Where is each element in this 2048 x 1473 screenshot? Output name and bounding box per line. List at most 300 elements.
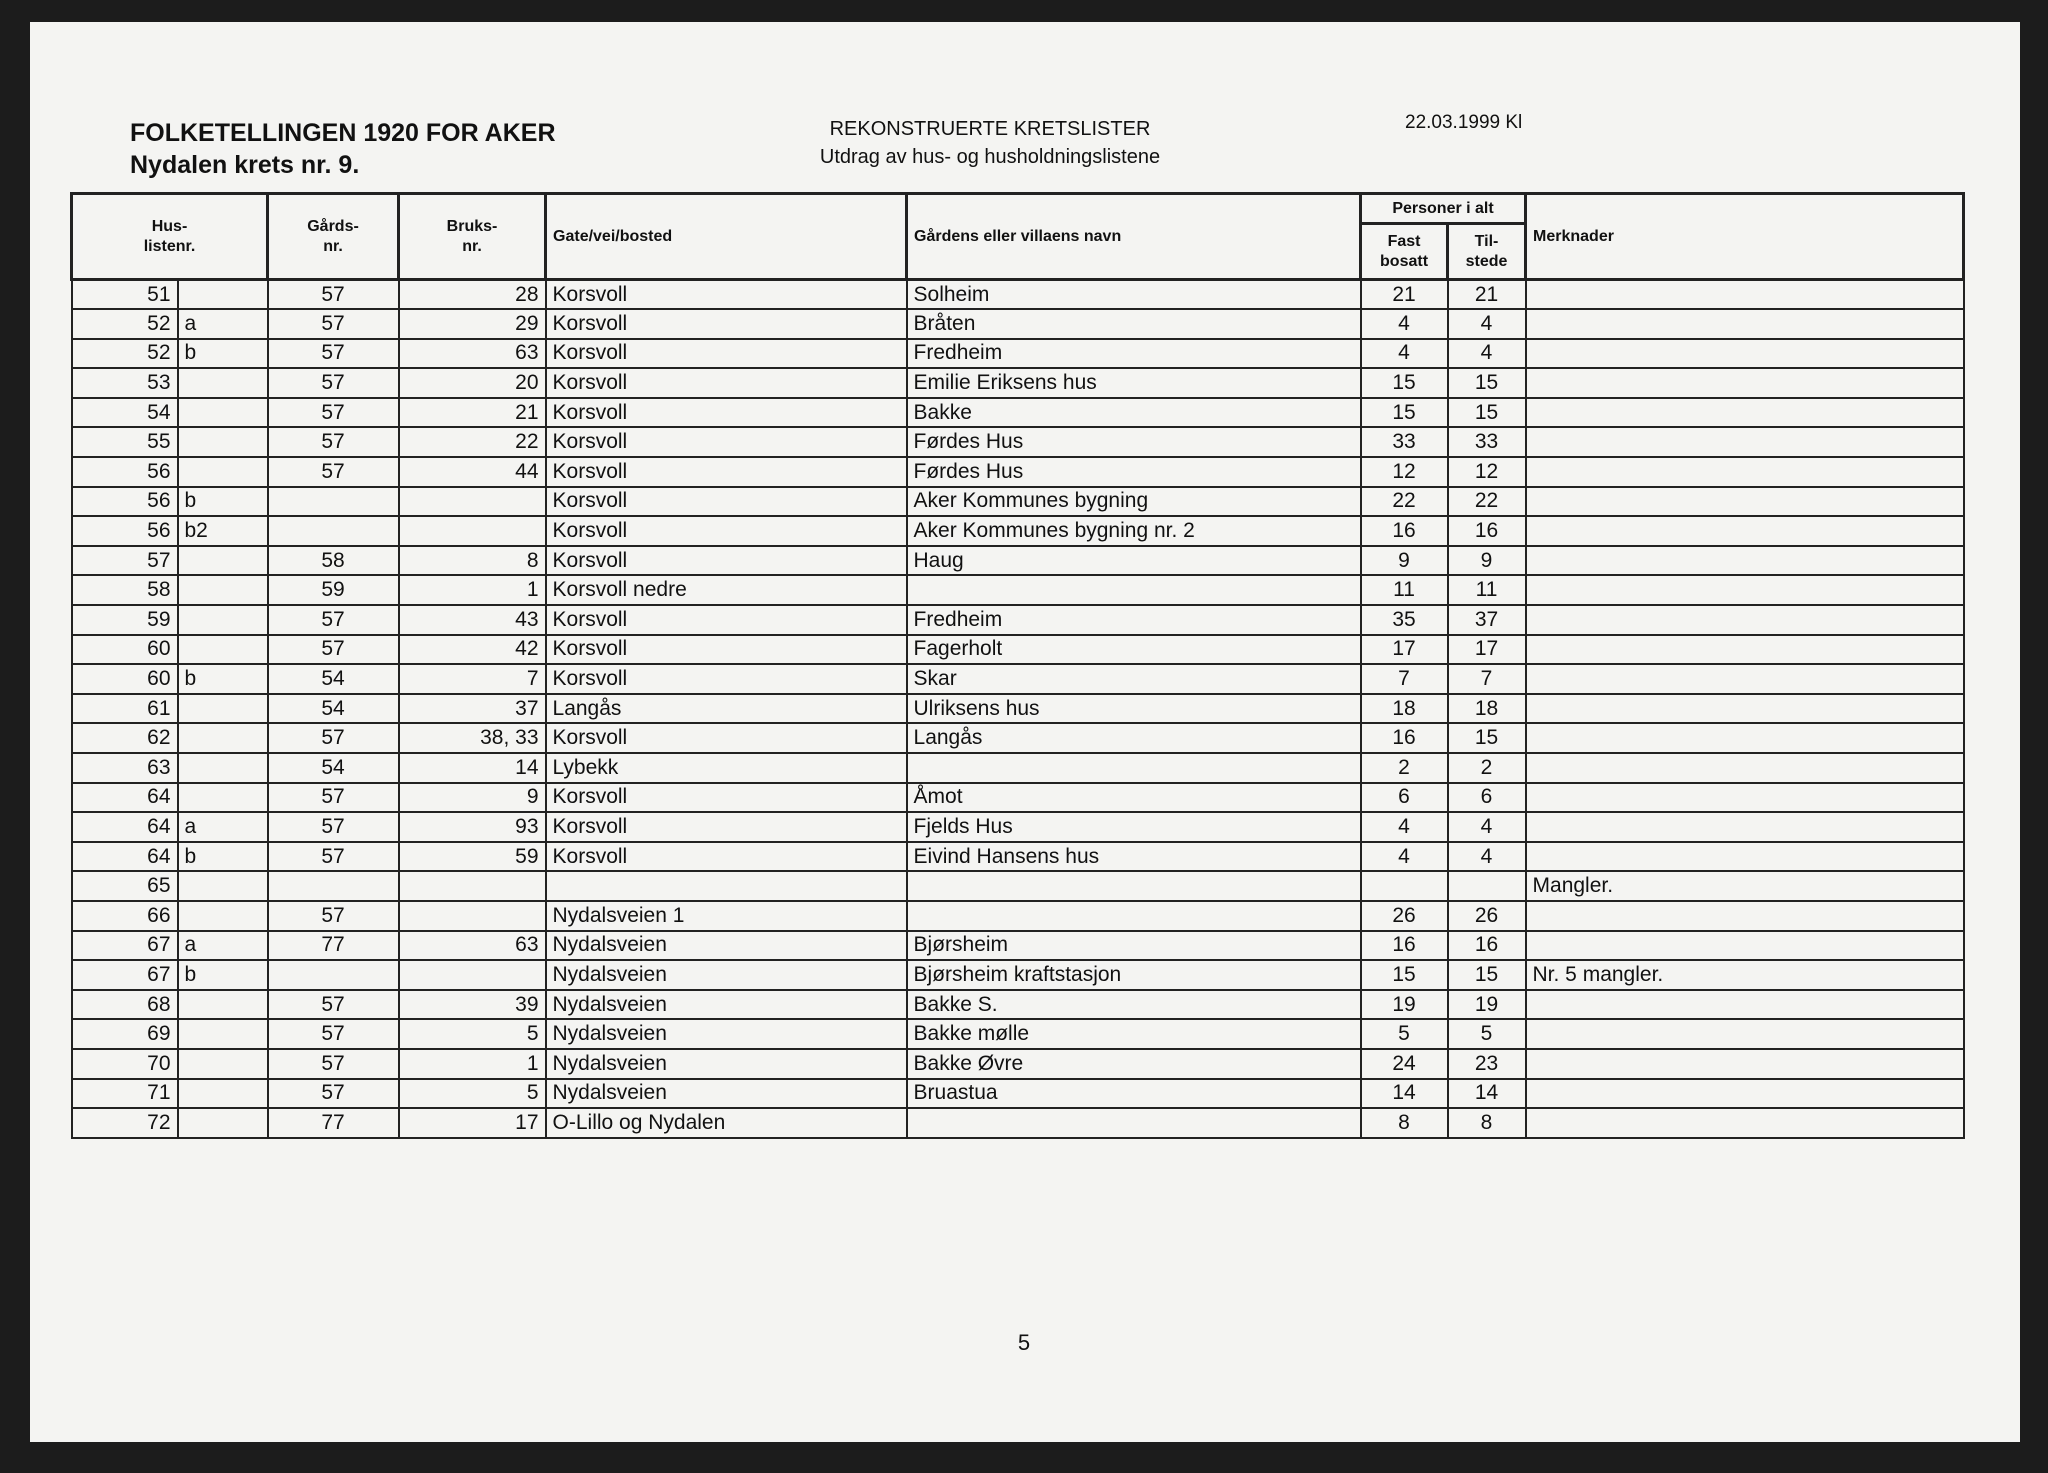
cell-husnr-suffix: [178, 1049, 268, 1079]
cell-tilstede: 2: [1448, 753, 1526, 783]
cell-husnr-suffix: [178, 783, 268, 813]
census-table: [70, 192, 1965, 1139]
cell-fast-bosatt: 21: [1361, 280, 1448, 310]
cell-gate: Korsvoll: [546, 487, 907, 517]
cell-gate: Nydalsveien 1: [546, 901, 907, 931]
cell-navn: [907, 901, 1361, 931]
cell-merknad: [1526, 783, 1964, 813]
cell-navn: Skar: [907, 664, 1361, 694]
table-row: [72, 339, 1964, 369]
cell-navn: Emilie Eriksens hus: [907, 368, 1361, 398]
col-header-til-line2: stede: [1465, 252, 1508, 270]
cell-navn: Førdes Hus: [907, 427, 1361, 457]
cell-merknad: [1526, 339, 1964, 369]
cell-fast-bosatt: 4: [1361, 812, 1448, 842]
cell-husnr-suffix: b2: [178, 516, 268, 546]
cell-husnr: 56: [72, 516, 178, 546]
cell-husnr: 57: [72, 546, 178, 576]
cell-tilstede: [1448, 871, 1526, 901]
cell-bruksnr: 21: [399, 398, 546, 428]
cell-husnr-suffix: a: [178, 812, 268, 842]
col-header-bruksnr-line2: nr.: [462, 237, 482, 255]
table-row: [72, 1019, 1964, 1049]
table-row: [72, 753, 1964, 783]
cell-husnr: 56: [72, 487, 178, 517]
cell-gardsnr: 77: [268, 1108, 399, 1138]
cell-gate: Korsvoll: [546, 605, 907, 635]
cell-navn: Bjørsheim kraftstasjon: [907, 960, 1361, 990]
cell-navn: [907, 753, 1361, 783]
cell-navn: Eivind Hansens hus: [907, 842, 1361, 872]
cell-husnr: 64: [72, 842, 178, 872]
cell-husnr-suffix: [178, 575, 268, 605]
cell-merknad: [1526, 812, 1964, 842]
cell-bruksnr: 28: [399, 280, 546, 310]
cell-gardsnr: 57: [268, 723, 399, 753]
cell-gate: O-Lillo og Nydalen: [546, 1108, 907, 1138]
cell-husnr-suffix: [178, 723, 268, 753]
cell-husnr: 64: [72, 783, 178, 813]
cell-merknad: [1526, 1019, 1964, 1049]
cell-gardsnr: 57: [268, 901, 399, 931]
cell-merknad: [1526, 457, 1964, 487]
cell-navn: Bakke S.: [907, 990, 1361, 1020]
col-header-fast-line1: Fast: [1387, 232, 1421, 250]
cell-bruksnr: 5: [399, 1079, 546, 1109]
cell-bruksnr: 14: [399, 753, 546, 783]
col-header-gardsnr: [268, 194, 399, 280]
table-row: [72, 901, 1964, 931]
cell-bruksnr: 9: [399, 783, 546, 813]
cell-fast-bosatt: 17: [1361, 635, 1448, 665]
cell-husnr-suffix: [178, 871, 268, 901]
cell-fast-bosatt: 8: [1361, 1108, 1448, 1138]
table-row: [72, 960, 1964, 990]
table-header-row-1: [72, 194, 1964, 224]
table-row: [72, 931, 1964, 961]
cell-tilstede: 15: [1448, 398, 1526, 428]
cell-merknad: [1526, 309, 1964, 339]
subtitle-line-2: Utdrag av hus- og husholdningslistene: [819, 146, 1161, 168]
table-row: [72, 871, 1964, 901]
col-header-gardsnr-line1: Gårds-: [307, 217, 359, 235]
cell-husnr-suffix: [178, 457, 268, 487]
cell-fast-bosatt: [1361, 871, 1448, 901]
cell-tilstede: 4: [1448, 812, 1526, 842]
cell-navn: [907, 1108, 1361, 1138]
cell-gardsnr: [268, 960, 399, 990]
table-row: [72, 990, 1964, 1020]
cell-tilstede: 37: [1448, 605, 1526, 635]
cell-husnr-suffix: [178, 546, 268, 576]
cell-navn: Fredheim: [907, 605, 1361, 635]
cell-gardsnr: 57: [268, 812, 399, 842]
cell-gate: Korsvoll: [546, 368, 907, 398]
cell-gate: Nydalsveien: [546, 990, 907, 1020]
cell-gate: [546, 871, 907, 901]
table-row: [72, 398, 1964, 428]
cell-husnr-suffix: [178, 280, 268, 310]
cell-bruksnr: 38, 33: [399, 723, 546, 753]
cell-husnr-suffix: b: [178, 842, 268, 872]
cell-gardsnr: 54: [268, 664, 399, 694]
cell-gardsnr: 57: [268, 842, 399, 872]
cell-navn: Førdes Hus: [907, 457, 1361, 487]
cell-merknad: [1526, 368, 1964, 398]
cell-gate: Korsvoll: [546, 427, 907, 457]
cell-fast-bosatt: 26: [1361, 901, 1448, 931]
cell-tilstede: 22: [1448, 487, 1526, 517]
cell-husnr: 62: [72, 723, 178, 753]
cell-navn: [907, 871, 1361, 901]
cell-tilstede: 9: [1448, 546, 1526, 576]
cell-merknad: Mangler.: [1526, 871, 1964, 901]
cell-gate: Korsvoll: [546, 516, 907, 546]
cell-navn: Bakke Øvre: [907, 1049, 1361, 1079]
cell-fast-bosatt: 11: [1361, 575, 1448, 605]
cell-navn: Fjelds Hus: [907, 812, 1361, 842]
cell-husnr-suffix: [178, 605, 268, 635]
cell-husnr-suffix: [178, 694, 268, 724]
cell-bruksnr: 43: [399, 605, 546, 635]
cell-husnr-suffix: [178, 368, 268, 398]
cell-tilstede: 7: [1448, 664, 1526, 694]
cell-gardsnr: 57: [268, 457, 399, 487]
cell-husnr: 65: [72, 871, 178, 901]
cell-fast-bosatt: 4: [1361, 309, 1448, 339]
cell-gate: Korsvoll: [546, 280, 907, 310]
cell-fast-bosatt: 12: [1361, 457, 1448, 487]
cell-bruksnr: 22: [399, 427, 546, 457]
cell-navn: Bjørsheim: [907, 931, 1361, 961]
cell-navn: Aker Kommunes bygning nr. 2: [907, 516, 1361, 546]
cell-husnr-suffix: [178, 635, 268, 665]
cell-fast-bosatt: 16: [1361, 723, 1448, 753]
cell-navn: Ulriksens hus: [907, 694, 1361, 724]
cell-bruksnr: 7: [399, 664, 546, 694]
col-header-fast: [1361, 224, 1448, 280]
cell-merknad: [1526, 694, 1964, 724]
cell-gardsnr: 57: [268, 1049, 399, 1079]
cell-fast-bosatt: 4: [1361, 842, 1448, 872]
cell-bruksnr: 93: [399, 812, 546, 842]
cell-husnr-suffix: a: [178, 931, 268, 961]
table-row: [72, 546, 1964, 576]
cell-navn: Fagerholt: [907, 635, 1361, 665]
cell-tilstede: 16: [1448, 931, 1526, 961]
col-header-til: [1448, 224, 1526, 280]
table-row: [72, 487, 1964, 517]
cell-gate: Korsvoll: [546, 812, 907, 842]
cell-navn: Bråten: [907, 309, 1361, 339]
cell-bruksnr: [399, 487, 546, 517]
cell-navn: Bruastua: [907, 1079, 1361, 1109]
cell-gardsnr: 57: [268, 635, 399, 665]
cell-gate: Korsvoll: [546, 664, 907, 694]
cell-gardsnr: 57: [268, 605, 399, 635]
col-header-bruksnr-line1: Bruks-: [446, 217, 498, 235]
cell-merknad: [1526, 842, 1964, 872]
cell-navn: Haug: [907, 546, 1361, 576]
cell-navn: Aker Kommunes bygning: [907, 487, 1361, 517]
cell-husnr-suffix: [178, 753, 268, 783]
cell-gate: Lybekk: [546, 753, 907, 783]
cell-tilstede: 4: [1448, 339, 1526, 369]
cell-gardsnr: 58: [268, 546, 399, 576]
cell-tilstede: 16: [1448, 516, 1526, 546]
cell-husnr: 69: [72, 1019, 178, 1049]
cell-merknad: [1526, 427, 1964, 457]
cell-merknad: [1526, 575, 1964, 605]
cell-husnr: 54: [72, 398, 178, 428]
cell-husnr: 64: [72, 812, 178, 842]
cell-navn: Langås: [907, 723, 1361, 753]
cell-husnr: 60: [72, 635, 178, 665]
cell-merknad: [1526, 398, 1964, 428]
cell-gardsnr: 57: [268, 368, 399, 398]
cell-husnr: 68: [72, 990, 178, 1020]
cell-gardsnr: 59: [268, 575, 399, 605]
cell-bruksnr: 17: [399, 1108, 546, 1138]
cell-tilstede: 12: [1448, 457, 1526, 487]
cell-husnr-suffix: [178, 398, 268, 428]
cell-tilstede: 5: [1448, 1019, 1526, 1049]
cell-gardsnr: 57: [268, 1079, 399, 1109]
cell-tilstede: 23: [1448, 1049, 1526, 1079]
cell-tilstede: 17: [1448, 635, 1526, 665]
cell-merknad: [1526, 1108, 1964, 1138]
col-header-gardsnr-line2: nr.: [323, 237, 343, 255]
cell-fast-bosatt: 14: [1361, 1079, 1448, 1109]
cell-gardsnr: 77: [268, 931, 399, 961]
col-header-bruksnr: [399, 194, 546, 280]
cell-navn: Fredheim: [907, 339, 1361, 369]
cell-fast-bosatt: 19: [1361, 990, 1448, 1020]
cell-gate: Korsvoll: [546, 457, 907, 487]
col-header-husnr-line2: listenr.: [143, 237, 196, 255]
cell-bruksnr: 1: [399, 575, 546, 605]
cell-husnr: 71: [72, 1079, 178, 1109]
subtitle-line-1: REKONSTRUERTE KRETSLISTER: [829, 118, 1151, 140]
table-row: [72, 575, 1964, 605]
cell-husnr: 72: [72, 1108, 178, 1138]
cell-fast-bosatt: 7: [1361, 664, 1448, 694]
cell-gardsnr: 57: [268, 783, 399, 813]
cell-fast-bosatt: 5: [1361, 1019, 1448, 1049]
col-header-fast-line2: bosatt: [1380, 252, 1429, 270]
cell-fast-bosatt: 4: [1361, 339, 1448, 369]
cell-tilstede: 4: [1448, 842, 1526, 872]
cell-husnr: 58: [72, 575, 178, 605]
cell-husnr: 52: [72, 339, 178, 369]
cell-gate: Nydalsveien: [546, 1019, 907, 1049]
cell-husnr-suffix: b: [178, 339, 268, 369]
cell-gate: Nydalsveien: [546, 1079, 907, 1109]
cell-gardsnr: 54: [268, 753, 399, 783]
col-header-gate: Gate/vei/bosted: [546, 194, 907, 280]
cell-merknad: [1526, 635, 1964, 665]
cell-gate: Korsvoll nedre: [546, 575, 907, 605]
cell-merknad: [1526, 1079, 1964, 1109]
cell-bruksnr: [399, 960, 546, 990]
col-header-til-line1: Til-: [1474, 232, 1499, 250]
cell-bruksnr: 29: [399, 309, 546, 339]
cell-merknad: [1526, 280, 1964, 310]
cell-gate: Korsvoll: [546, 309, 907, 339]
cell-bruksnr: 20: [399, 368, 546, 398]
cell-husnr-suffix: b: [178, 664, 268, 694]
cell-merknad: [1526, 990, 1964, 1020]
col-header-husnr: [72, 194, 268, 280]
cell-fast-bosatt: 16: [1361, 516, 1448, 546]
table-row: [72, 1049, 1964, 1079]
cell-husnr: 61: [72, 694, 178, 724]
cell-bruksnr: 63: [399, 339, 546, 369]
cell-gardsnr: 57: [268, 1019, 399, 1049]
cell-fast-bosatt: 24: [1361, 1049, 1448, 1079]
col-header-husnr-line1: Hus-: [151, 217, 188, 235]
cell-husnr-suffix: [178, 1108, 268, 1138]
cell-husnr-suffix: b: [178, 960, 268, 990]
cell-tilstede: 18: [1448, 694, 1526, 724]
cell-gardsnr: 57: [268, 309, 399, 339]
cell-fast-bosatt: 35: [1361, 605, 1448, 635]
cell-gate: Nydalsveien: [546, 1049, 907, 1079]
cell-husnr: 63: [72, 753, 178, 783]
cell-bruksnr: 8: [399, 546, 546, 576]
cell-tilstede: 15: [1448, 723, 1526, 753]
cell-fast-bosatt: 15: [1361, 398, 1448, 428]
cell-husnr: 56: [72, 457, 178, 487]
cell-husnr: 60: [72, 664, 178, 694]
table-row: [72, 368, 1964, 398]
cell-husnr: 67: [72, 931, 178, 961]
table-body: [72, 280, 1964, 1138]
cell-bruksnr: 44: [399, 457, 546, 487]
cell-gardsnr: 54: [268, 694, 399, 724]
cell-husnr: 59: [72, 605, 178, 635]
cell-fast-bosatt: 16: [1361, 931, 1448, 961]
document-title: [130, 117, 556, 181]
table-row: [72, 605, 1964, 635]
cell-tilstede: 26: [1448, 901, 1526, 931]
cell-husnr-suffix: b: [178, 487, 268, 517]
cell-gate: Korsvoll: [546, 723, 907, 753]
cell-gardsnr: 57: [268, 339, 399, 369]
cell-bruksnr: [399, 901, 546, 931]
document-subtitle: [790, 115, 1190, 171]
table-row: [72, 783, 1964, 813]
cell-husnr: 67: [72, 960, 178, 990]
cell-gate: Korsvoll: [546, 842, 907, 872]
table-row: [72, 516, 1964, 546]
cell-husnr-suffix: [178, 990, 268, 1020]
cell-gate: Nydalsveien: [546, 931, 907, 961]
page-number: 5: [1017, 1330, 1031, 1355]
table-row: [72, 694, 1964, 724]
cell-gardsnr: 57: [268, 990, 399, 1020]
cell-navn: Bakke mølle: [907, 1019, 1361, 1049]
table-row: [72, 457, 1964, 487]
cell-husnr-suffix: [178, 427, 268, 457]
table-row: [72, 842, 1964, 872]
cell-bruksnr: 63: [399, 931, 546, 961]
cell-tilstede: 8: [1448, 1108, 1526, 1138]
cell-tilstede: 4: [1448, 309, 1526, 339]
table-row: [72, 635, 1964, 665]
cell-navn: Bakke: [907, 398, 1361, 428]
cell-merknad: [1526, 723, 1964, 753]
title-line-2: Nydalen krets nr. 9.: [130, 151, 360, 179]
table-row: [72, 1079, 1964, 1109]
cell-gardsnr: 57: [268, 280, 399, 310]
cell-gardsnr: 57: [268, 398, 399, 428]
cell-fast-bosatt: 33: [1361, 427, 1448, 457]
cell-navn: Solheim: [907, 280, 1361, 310]
cell-tilstede: 6: [1448, 783, 1526, 813]
cell-gardsnr: 57: [268, 427, 399, 457]
cell-gate: Korsvoll: [546, 635, 907, 665]
cell-husnr-suffix: [178, 1019, 268, 1049]
col-header-merknader: Merknader: [1526, 194, 1964, 280]
title-line-1: FOLKETELLINGEN 1920 FOR AKER: [130, 119, 556, 147]
cell-bruksnr: 39: [399, 990, 546, 1020]
cell-fast-bosatt: 2: [1361, 753, 1448, 783]
cell-husnr: 51: [72, 280, 178, 310]
cell-navn: [907, 575, 1361, 605]
cell-gardsnr: [268, 516, 399, 546]
cell-tilstede: 33: [1448, 427, 1526, 457]
cell-gate: Korsvoll: [546, 339, 907, 369]
cell-fast-bosatt: 15: [1361, 960, 1448, 990]
cell-merknad: [1526, 664, 1964, 694]
cell-bruksnr: 42: [399, 635, 546, 665]
table-row: [72, 664, 1964, 694]
table-row: [72, 812, 1964, 842]
table-row: [72, 309, 1964, 339]
cell-bruksnr: 37: [399, 694, 546, 724]
document-date: 22.03.1999 Kl: [1405, 112, 1523, 133]
cell-bruksnr: 1: [399, 1049, 546, 1079]
cell-merknad: [1526, 1049, 1964, 1079]
cell-gate: Langås: [546, 694, 907, 724]
cell-gardsnr: [268, 871, 399, 901]
cell-husnr: 55: [72, 427, 178, 457]
cell-gate: Korsvoll: [546, 546, 907, 576]
cell-tilstede: 11: [1448, 575, 1526, 605]
cell-bruksnr: [399, 871, 546, 901]
cell-husnr-suffix: a: [178, 309, 268, 339]
cell-merknad: [1526, 487, 1964, 517]
cell-tilstede: 15: [1448, 960, 1526, 990]
cell-husnr: 66: [72, 901, 178, 931]
cell-husnr-suffix: [178, 1079, 268, 1109]
cell-bruksnr: 5: [399, 1019, 546, 1049]
cell-husnr: 53: [72, 368, 178, 398]
cell-merknad: [1526, 546, 1964, 576]
cell-gardsnr: [268, 487, 399, 517]
cell-merknad: [1526, 753, 1964, 783]
cell-tilstede: 19: [1448, 990, 1526, 1020]
col-header-personer: Personer i alt: [1361, 194, 1526, 224]
cell-merknad: Nr. 5 mangler.: [1526, 960, 1964, 990]
cell-husnr: 52: [72, 309, 178, 339]
table-row: [72, 427, 1964, 457]
cell-fast-bosatt: 18: [1361, 694, 1448, 724]
cell-gate: Nydalsveien: [546, 960, 907, 990]
col-header-navn: Gårdens eller villaens navn: [907, 194, 1361, 280]
cell-merknad: [1526, 931, 1964, 961]
